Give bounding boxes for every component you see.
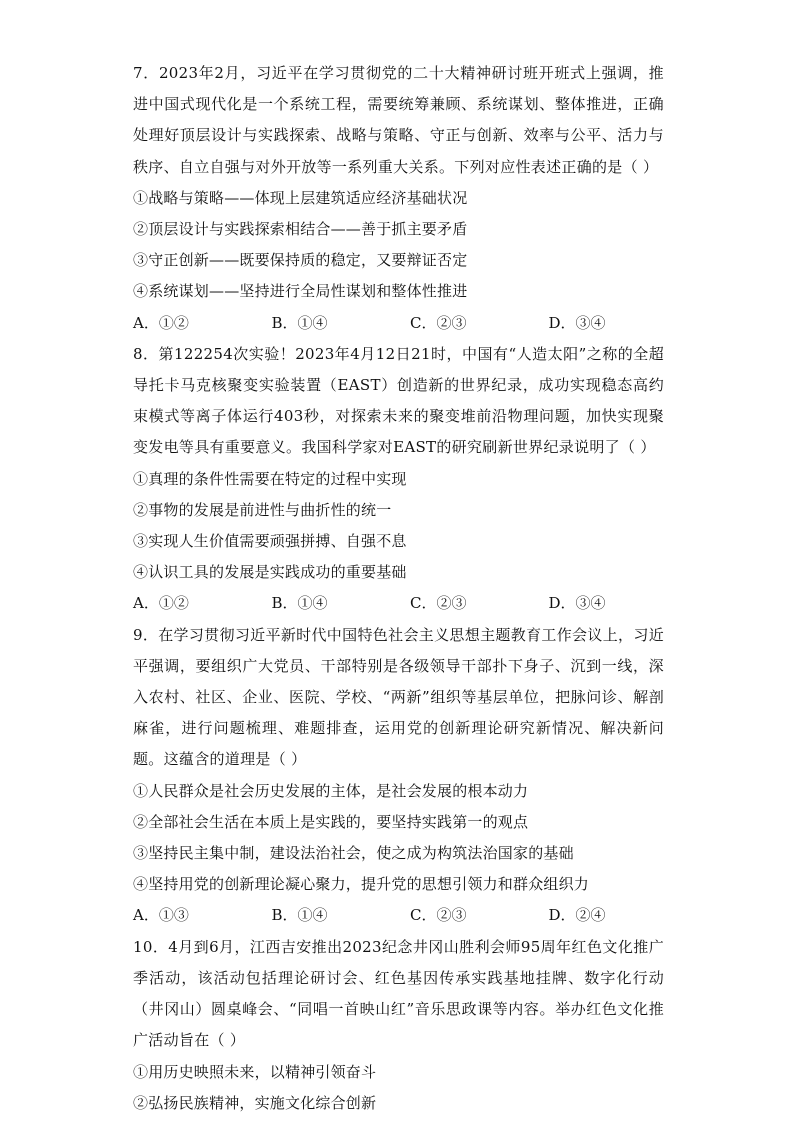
option-3: ③坚持民主集中制，建设法治社会，使之成为构筑法治国家的基础 [133,844,574,863]
option-4: ④系统谋划——坚持进行全局性谋划和整体性推进 [133,282,468,301]
choice-d[interactable]: D．③④ [548,313,606,332]
option-1: ①人民群众是社会历史发展的主体，是社会发展的根本动力 [133,781,529,800]
choice-b[interactable]: B．①④ [271,594,328,613]
question-stem: 8．第122254次实验！2023年4月12日21时，中国有“人造太阳”之称的全超导托卡马克核聚变实验装置（EAST）创造新的世界纪录，成功实现稳态高约束模式等离子体运行403秒，对探索未来的聚变堆前沿物理问题，加快实现聚变发电等具有重要意义。我国科学家对EAST的研究刷新世界纪录说明了（ ） [133,344,664,457]
question-8 [133,339,664,620]
choice-a[interactable]: A．①② [133,313,189,332]
option-4: ④坚持用党的创新理论凝心聚力，提升党的思想引领力和群众组织力 [133,875,590,894]
answer-choices [133,588,664,619]
option-2: ②全部社会生活在本质上是实践的，要坚持实践第一的观点 [133,812,529,831]
option-2: ②弘扬民族精神，实施文化综合创新 [133,1093,377,1112]
option-3: ③实现人生价值需要顽强拼搏、自强不息 [133,532,407,551]
question-stem: 10．4月到6月，江西吉安推出2023纪念井冈山胜利会师95周年红色文化推广季活动，该活动包括理论研讨会、红色基因传承实践基地挂牌、数字化行动（井冈山）圆桌峰会、“同唱一首映山红”音乐思政课等内容。举办红色文化推广活动旨在（ ） [133,937,664,1050]
option-2: ②事物的发展是前进性与曲折性的统一 [133,500,392,519]
answer-choices [133,900,664,931]
choice-d[interactable]: D．③④ [548,594,606,613]
question-stem: 7．2023年2月，习近平在学习贯彻党的二十大精神研讨班开班式上强调，推进中国式现代化是一个系统工程，需要统筹兼顾、系统谋划、整体推进，正确处理好顶层设计与实践探索、战略与策略、守正与创新、效率与公平、活力与秩序、自立自强与对外开放等一系列重大关系。下列对应性表述正确的是（ ） [133,64,664,176]
question-stem: 9．在学习贯彻习近平新时代中国特色社会主义思想主题教育工作会议上，习近平强调，要组织广大党员、干部特别是各级领导干部扑下身子、沉到一线，深入农村、社区、企业、医院、学校、“两新”组织等基层单位，把脉问诊、解剖麻雀，进行问题梳理、难题排查，运用党的创新理论研究新情况、解决新问题。这蕴含的道理是（ ） [133,625,664,769]
choice-c[interactable]: C．②③ [410,594,467,613]
choice-d[interactable]: D．②④ [548,906,606,925]
answer-choices [133,308,664,339]
question-9 [133,620,664,932]
option-1: ①真理的条件性需要在特定的过程中实现 [133,469,407,488]
option-4: ④认识工具的发展是实践成功的重要基础 [133,563,407,582]
option-1: ①战略与策略——体现上层建筑适应经济基础状况 [133,188,468,207]
option-2: ②顶层设计与实践探索相结合——善于抓主要矛盾 [133,220,468,239]
question-7 [133,58,664,339]
choice-c[interactable]: C．②③ [410,906,467,925]
question-10 [133,932,664,1119]
choice-a[interactable]: A．①③ [133,906,189,925]
option-1: ①用历史映照未来，以精神引领奋斗 [133,1062,377,1081]
choice-c[interactable]: C．②③ [410,313,467,332]
option-3: ③守正创新——既要保持质的稳定，又要辩证否定 [133,251,468,270]
choice-b[interactable]: B．①④ [271,906,328,925]
choice-a[interactable]: A．①② [133,594,189,613]
choice-b[interactable]: B．①④ [271,313,328,332]
